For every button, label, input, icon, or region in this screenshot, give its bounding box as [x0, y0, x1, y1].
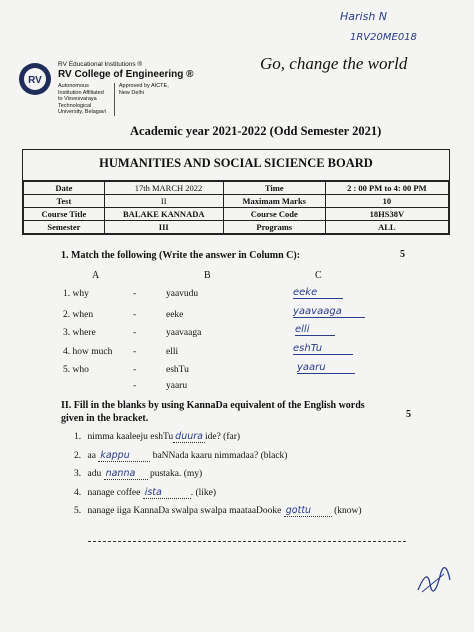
match-answer-5: yaaru [297, 362, 355, 374]
match-dash: - [133, 365, 137, 375]
svg-text:RV: RV [28, 75, 42, 86]
match-answer-4: eshTu [293, 343, 353, 355]
institution-group: RV Educational Institutions ® [58, 61, 143, 68]
match-answer-1: eeke [293, 287, 343, 299]
match-b-4: elli [166, 347, 179, 357]
match-b-5: eshTu [166, 365, 189, 375]
match-b-2: eeke [166, 310, 184, 320]
approval-text: Approved by AICTE, New Delhi [114, 83, 169, 116]
fill-item-1: 1. nimma kaaleeju eshTu duura ide? (far) [74, 431, 241, 442]
section2-marks: 5 [406, 409, 411, 420]
exam-info-table [23, 181, 449, 234]
section1-marks: 5 [400, 249, 405, 260]
fill-item-3: 3. adu nanna pustaka. (my) [74, 468, 203, 479]
fill-answer-4: ista [143, 487, 191, 499]
section1-heading: 1. Match the following (Write the answer in Column C): [61, 250, 301, 261]
exam-info-box [22, 149, 450, 235]
match-a-5: 5. who [63, 365, 89, 375]
match-a-3: 3. where [63, 328, 96, 338]
table-row: Test II Maximam Marks 10 [24, 195, 449, 208]
match-answer-2: yaavaaga [293, 306, 365, 318]
academic-year: Academic year 2021-2022 (Odd Semester 2021) [130, 124, 382, 138]
match-b-3: yaavaaga [166, 328, 202, 338]
match-a-1: 1. why [63, 289, 89, 299]
match-dash: - [133, 347, 137, 357]
affiliation-text: Autonomous Institution Affiliated to Visvesvaraya Technological University, Belagavi [58, 83, 106, 116]
match-dash: - [133, 310, 137, 320]
column-c-header: C [315, 270, 322, 281]
match-dash: - [133, 381, 137, 391]
fill-item-5: 5. nanage iiga KannaDa swalpa swalpa maataaDooke gottu (know) [74, 505, 362, 516]
board-title: HUMANITIES AND SOCIAL SICIENCE BOARD [23, 150, 449, 181]
table-row: Semester III Programs ALL [24, 221, 449, 234]
match-dash: - [133, 289, 137, 299]
table-row: Course Title BALAKE KANNADA Course Code 18HS38V [24, 208, 449, 221]
match-b-1: yaavudu [166, 289, 199, 299]
table-row: Date 17th MARCH 2022 Time 2 : 00 PM to 4: 00 PM [24, 182, 449, 195]
handwritten-usn: 1RV20ME018 [350, 32, 417, 43]
fill-answer-5: gottu [284, 505, 332, 517]
column-b-header: B [204, 270, 211, 281]
fill-item-4: 4. nanage coffee ista . (like) [74, 487, 217, 498]
fill-item-2: 2. aa kappu baNNada kaaru nimmadaa? (black) [74, 450, 288, 461]
fill-answer-2: kappu [98, 450, 150, 462]
tagline: Go, change the world [260, 54, 408, 73]
institution-block [58, 61, 208, 116]
section2-heading: II. Fill in the blanks by using KannaDa equivalent of the English words given in the bracket. [61, 400, 365, 424]
match-dash: - [133, 328, 137, 338]
column-a-header: A [92, 270, 100, 281]
match-b-6: yaaru [166, 381, 188, 391]
handwritten-name: Harish N [340, 10, 388, 23]
match-a-4: 4. how much [63, 347, 113, 357]
college-name: RV College of Engineering ® [58, 69, 194, 80]
rv-logo-icon [18, 62, 52, 96]
fill-answer-3: nanna [104, 468, 148, 480]
signature-icon [414, 566, 454, 601]
divider [88, 541, 406, 542]
fill-answer-1: duura [175, 431, 203, 442]
match-answer-3: elli [295, 324, 335, 336]
match-a-2: 2. when [63, 310, 94, 320]
